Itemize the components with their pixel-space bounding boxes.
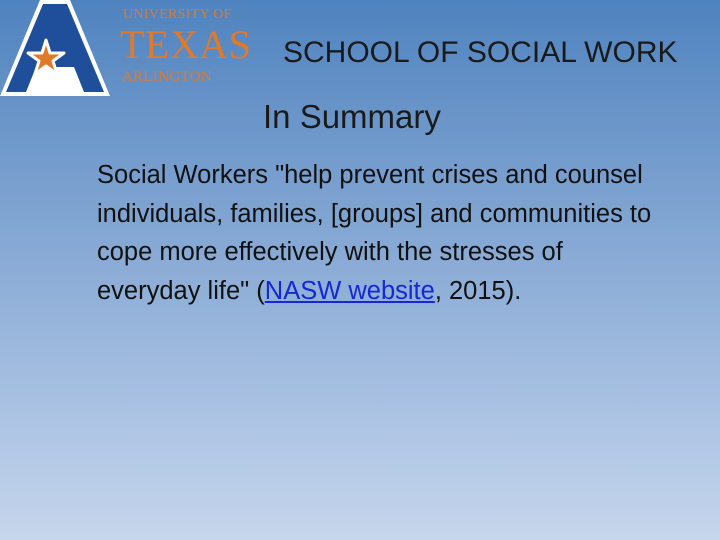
logo-arlington: ARLINGTON (122, 69, 212, 85)
uta-star-a-icon (0, 0, 110, 96)
logo-texas: TEXAS (120, 22, 252, 67)
school-title: SCHOOL OF SOCIAL WORK (283, 36, 678, 69)
uta-logo (0, 0, 250, 96)
slide-title: In Summary (263, 98, 441, 135)
logo-university-of: UNIVERSITY OF (123, 7, 232, 22)
summary-paragraph (97, 156, 657, 310)
summary-text-before: Social Workers "help prevent crises and counsel individuals, families, [groups] and communities to cope more effectively with the stresses of everyday life" ( (97, 161, 652, 305)
summary-text-after: , 2015). (434, 276, 522, 305)
nasw-website-link[interactable]: NASW website (264, 276, 435, 305)
